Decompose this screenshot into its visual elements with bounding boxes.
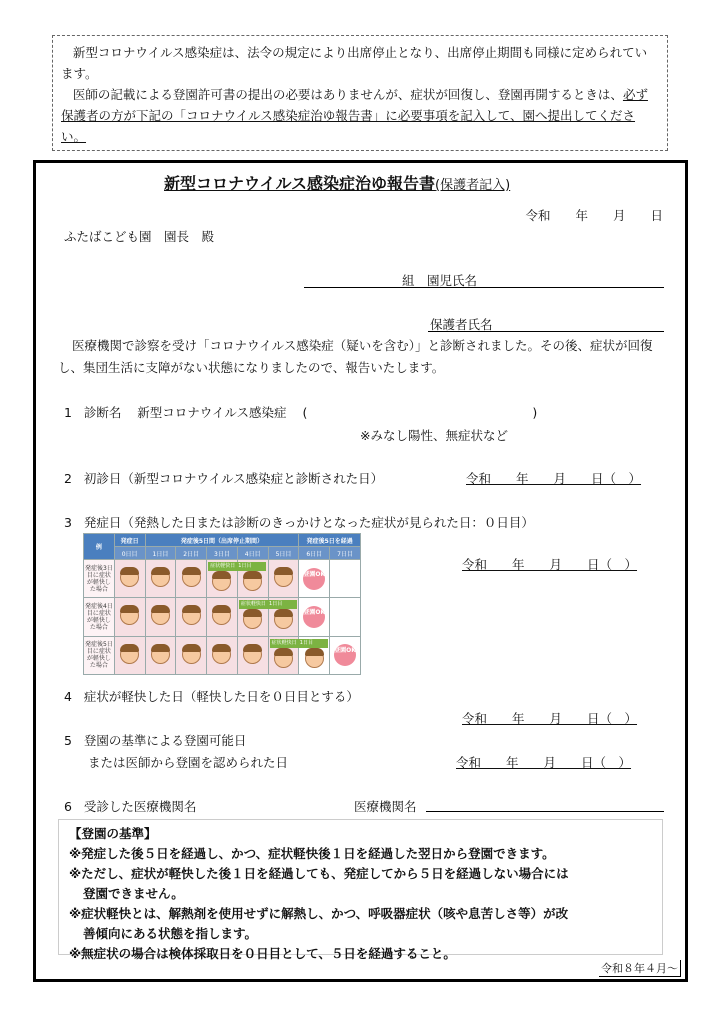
day-header: 2日目	[176, 547, 207, 560]
table-corner: 例	[84, 534, 115, 560]
row-label: 発症後5日目に症状が軽快した場合	[84, 636, 115, 674]
child-face-icon	[182, 645, 201, 664]
child-face-icon	[243, 610, 262, 629]
table-row	[84, 560, 361, 598]
item-2-date[interactable]: 令和 年 月 日（ ）	[466, 471, 642, 486]
group-header-after: 発症後5日を経過	[299, 534, 361, 547]
date-header: 令和 年 月 日	[525, 208, 663, 223]
group-header-suspension: 発症後5日間（出席停止期間）	[145, 534, 299, 547]
child-name-line[interactable]	[304, 287, 664, 288]
attendance-criteria-box	[58, 819, 663, 961]
child-face-icon	[212, 606, 231, 625]
row-label: 発症後4日目に症状が軽快した場合	[84, 598, 115, 636]
day-header: 5日目	[268, 547, 299, 560]
addressee: ふたばこども園 園長 殿	[64, 229, 215, 244]
recovery-arrow: 症状軽快日 1日目	[208, 562, 266, 571]
child-face-icon	[243, 645, 262, 664]
criteria-item: ※発症した後５日を経過し、かつ、症状軽快後１日を経過した翌日から登園できます。	[69, 846, 555, 861]
item-6: 6 受診した医療機関名	[64, 799, 197, 814]
item-5: 5 登園の基準による登園可能日	[64, 733, 247, 748]
ok-badge: 登園OK	[334, 644, 356, 666]
item-1-note: ※みなし陽性、無症状など	[360, 428, 508, 443]
recovery-report-form	[33, 160, 688, 982]
item-4-date[interactable]: 令和 年 月 日（ ）	[462, 711, 638, 726]
child-face-icon	[120, 606, 139, 625]
item-5-date[interactable]: 令和 年 月 日（ ）	[456, 755, 632, 770]
table-row	[84, 598, 361, 636]
item-3: 3 発症日（発熱した日または診断のきっかけとなった症状が見られた日：０日目）	[64, 515, 534, 530]
item-5-line-2: または医師から登園を認められた日	[88, 755, 289, 770]
ok-badge: 登園OK	[303, 568, 325, 590]
group-header-onset: 発症日	[114, 534, 145, 547]
day-header: 6日目	[299, 547, 330, 560]
child-face-icon	[274, 610, 293, 629]
child-face-icon	[305, 649, 324, 668]
child-face-icon	[151, 606, 170, 625]
child-face-icon	[151, 645, 170, 664]
clinic-name-line[interactable]	[426, 811, 664, 812]
intro-line-2: 医師の記載による登園許可書の提出の必要はありませんが、症状が回復し、登園再開するときは、必ず保護者の方が下記の「コロナウイルス感染症治ゆ報告書」に必要事項を記入して、園へ提出してください。	[61, 87, 648, 144]
revision-date: 令和８年４月～	[599, 960, 681, 977]
child-face-icon	[151, 568, 170, 587]
intro-line-1: 新型コロナウイルス感染症は、法令の規定により出席停止となり、出席停止期間も同様に定められています。	[61, 45, 648, 81]
intro-notice	[52, 35, 668, 151]
day-header: 1日目	[145, 547, 176, 560]
day-header: 0日目	[114, 547, 145, 560]
item-4: 4 症状が軽快した日（軽快した日を０日目とする）	[64, 689, 359, 704]
table-row	[84, 636, 361, 674]
child-face-icon	[274, 649, 293, 668]
criteria-heading: 【登園の基準】	[69, 826, 157, 841]
criteria-item: ※無症状の場合は検体採取日を０日目として、５日を経過すること。	[69, 946, 456, 961]
child-face-icon	[182, 568, 201, 587]
child-face-icon	[243, 572, 262, 591]
recovery-arrow: 症状軽快日 1日目	[239, 600, 297, 609]
item-1: 1 診断名 新型コロナウイルス感染症 ( )	[64, 405, 538, 420]
child-name-label: 組 園児氏名	[402, 273, 478, 288]
child-face-icon	[212, 645, 231, 664]
item-3-date[interactable]: 令和 年 月 日（ ）	[462, 557, 638, 572]
criteria-item-cont: 登園できません。	[83, 886, 184, 901]
child-face-icon	[120, 645, 139, 664]
guardian-name-label: 保護者氏名	[430, 317, 493, 332]
recovery-arrow: 症状軽快日 1日目	[270, 639, 328, 648]
ok-badge: 登園OK	[303, 606, 325, 628]
child-face-icon	[212, 572, 231, 591]
child-face-icon	[274, 568, 293, 587]
statement: 医療機関で診察を受け「コロナウイルス感染症（疑いを含む）」と診断されました。その後、症状が回復し、集団生活に支障がない状態になりましたので、報告いたします。	[58, 338, 653, 375]
day-header: 4日目	[237, 547, 268, 560]
day-header: 7日目	[330, 547, 361, 560]
row-label: 発症後3日目に症状が軽快した場合	[84, 560, 115, 598]
item-2: 2 初診日（新型コロナウイルス感染症と診断された日）	[64, 471, 384, 486]
form-title: 新型コロナウイルス感染症治ゆ報告書(保護者記入)	[164, 174, 511, 193]
child-face-icon	[182, 606, 201, 625]
criteria-item: ※症状軽快とは、解熱剤を使用せずに解熱し、かつ、呼吸器症状（咳や息苦しさ等）が改	[69, 906, 569, 921]
criteria-item-cont: 善傾向にある状態を指します。	[83, 926, 258, 941]
criteria-item: ※ただし、症状が軽快した後１日を経過しても、発症してから５日を経過しない場合には	[69, 866, 569, 881]
clinic-name-label: 医療機関名	[354, 799, 417, 814]
guardian-name-line[interactable]	[428, 331, 664, 332]
day-header: 3日目	[207, 547, 238, 560]
child-face-icon	[120, 568, 139, 587]
attendance-example-table	[83, 533, 361, 675]
